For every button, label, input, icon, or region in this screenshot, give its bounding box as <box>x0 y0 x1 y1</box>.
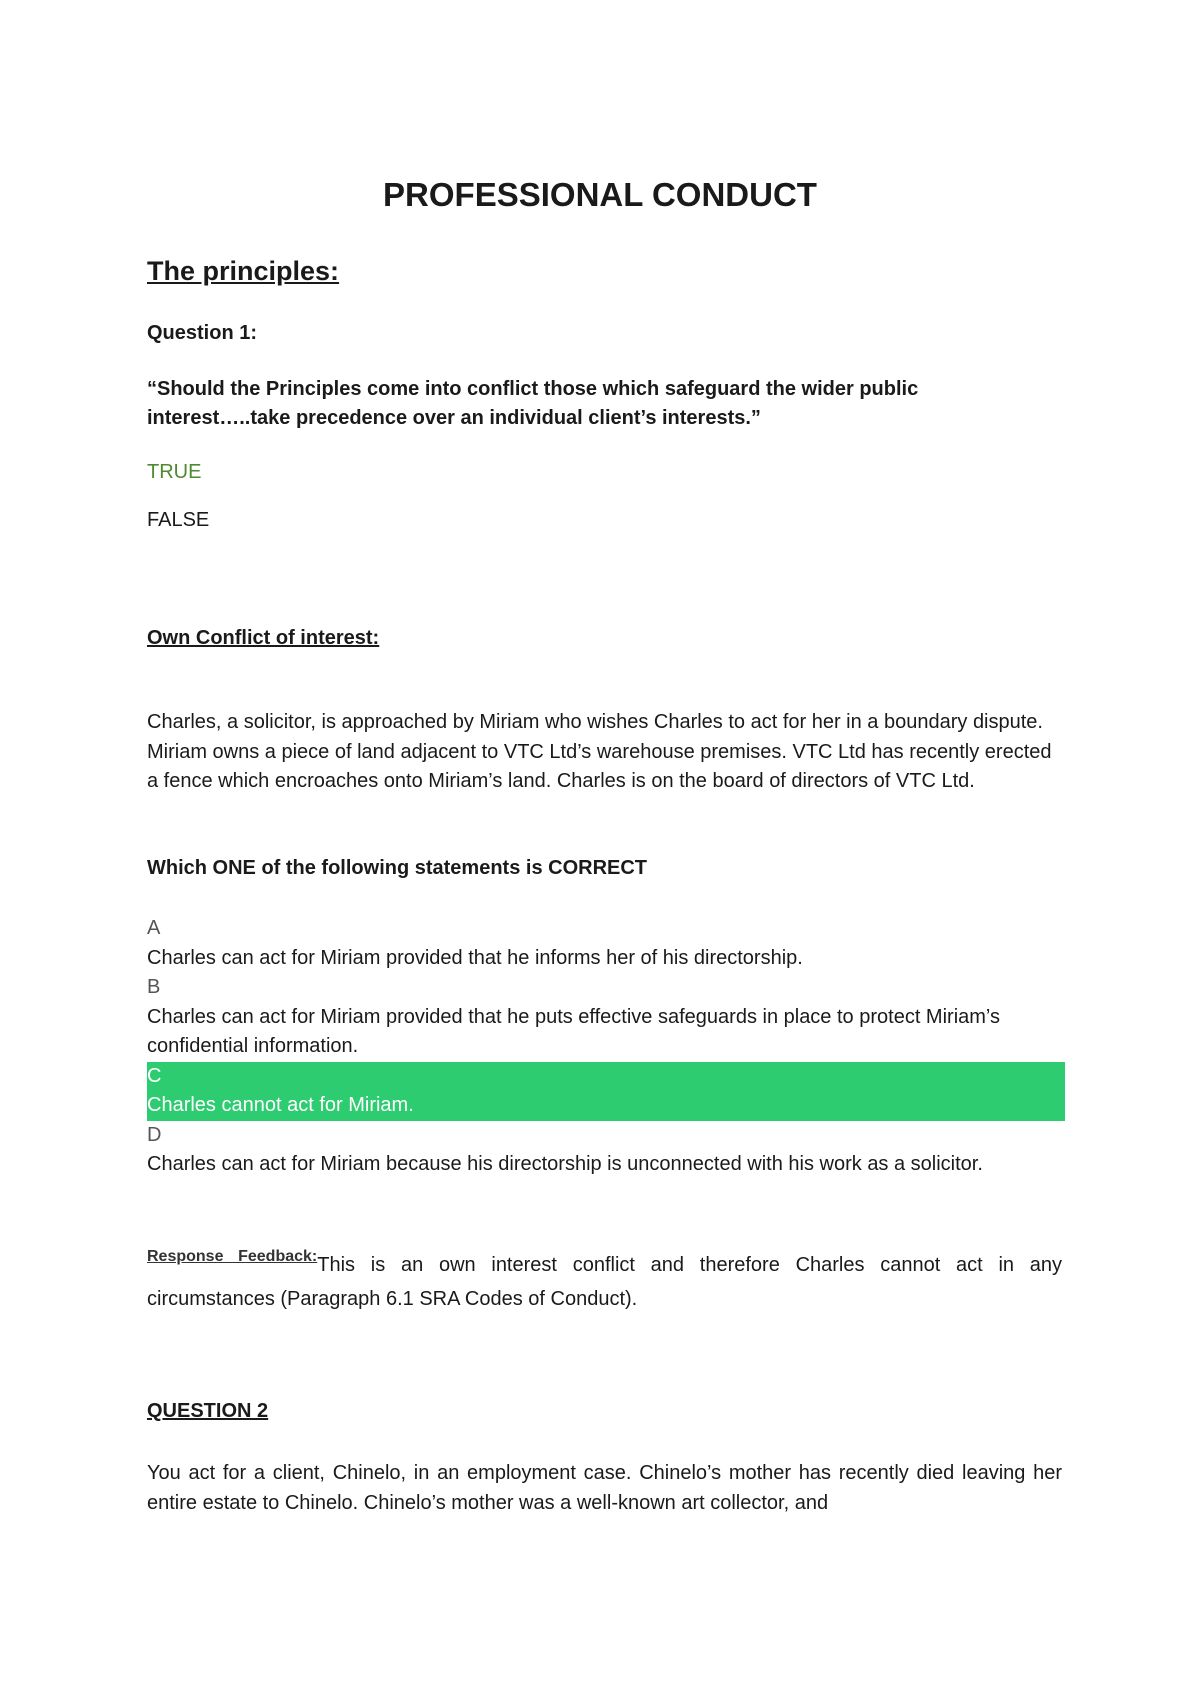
section-heading-own-conflict: Own Conflict of interest: <box>147 627 380 649</box>
answer-true: TRUE <box>147 461 202 483</box>
page-title: PROFESSIONAL CONDUCT <box>383 176 817 213</box>
option-c-letter: C <box>147 1064 162 1087</box>
question-2-heading: QUESTION 2 <box>147 1400 269 1422</box>
feedback-label: Response Feedback: <box>147 1248 318 1265</box>
response-feedback <box>147 1240 1062 1316</box>
option-b-letter: B <box>147 976 161 998</box>
option-b <box>147 973 1062 1062</box>
option-d <box>147 1121 1062 1180</box>
option-a-letter: A <box>147 917 161 939</box>
question-2-text: You act for a client, Chinelo, in an employment case. Chinelo’s mother has recently died leaving her entire estate to Chinelo. Chinelo’s mother was a well-known art collector, and <box>147 1462 1062 1514</box>
option-b-text: Charles can act for Miriam provided that he puts effective safeguards in place to protect Miriam’s confidential information. <box>147 1005 1000 1057</box>
answer-false: FALSE <box>147 509 210 531</box>
option-c-text: Charles cannot act for Miriam. <box>147 1094 414 1116</box>
option-a-text: Charles can act for Miriam provided that he informs her of his directorship. <box>147 946 803 969</box>
answer-options <box>147 914 1062 1180</box>
option-d-text: Charles can act for Miriam because his directorship is unconnected with his work as a solicitor. <box>147 1153 983 1175</box>
option-c-correct <box>147 1062 1065 1121</box>
question-prompt: Which ONE of the following statements is CORRECT <box>147 857 648 879</box>
question-1-text: “Should the Principles come into conflict those which safeguard the wider public interest…..take precedence over an individual client’s interests.” <box>147 378 919 429</box>
feedback-text: This is an own interest conflict and therefore Charles cannot act in any circumstances (Paragraph 6.1 SRA Codes of Conduct). <box>147 1254 1062 1310</box>
scenario-text: Charles, a solicitor, is approached by Miriam who wishes Charles to act for her in a boundary dispute. Miriam owns a piece of land adjacent to VTC Ltd’s warehouse premises. VTC Ltd has recently erected a fence which encroaches onto Miriam’s land. Charles is on the board of directors of VTC Ltd. <box>147 711 1052 792</box>
option-d-letter: D <box>147 1123 162 1146</box>
option-a <box>147 914 1062 973</box>
section-heading-principles: The principles: <box>147 256 340 286</box>
question-1-label: Question 1: <box>147 322 258 344</box>
